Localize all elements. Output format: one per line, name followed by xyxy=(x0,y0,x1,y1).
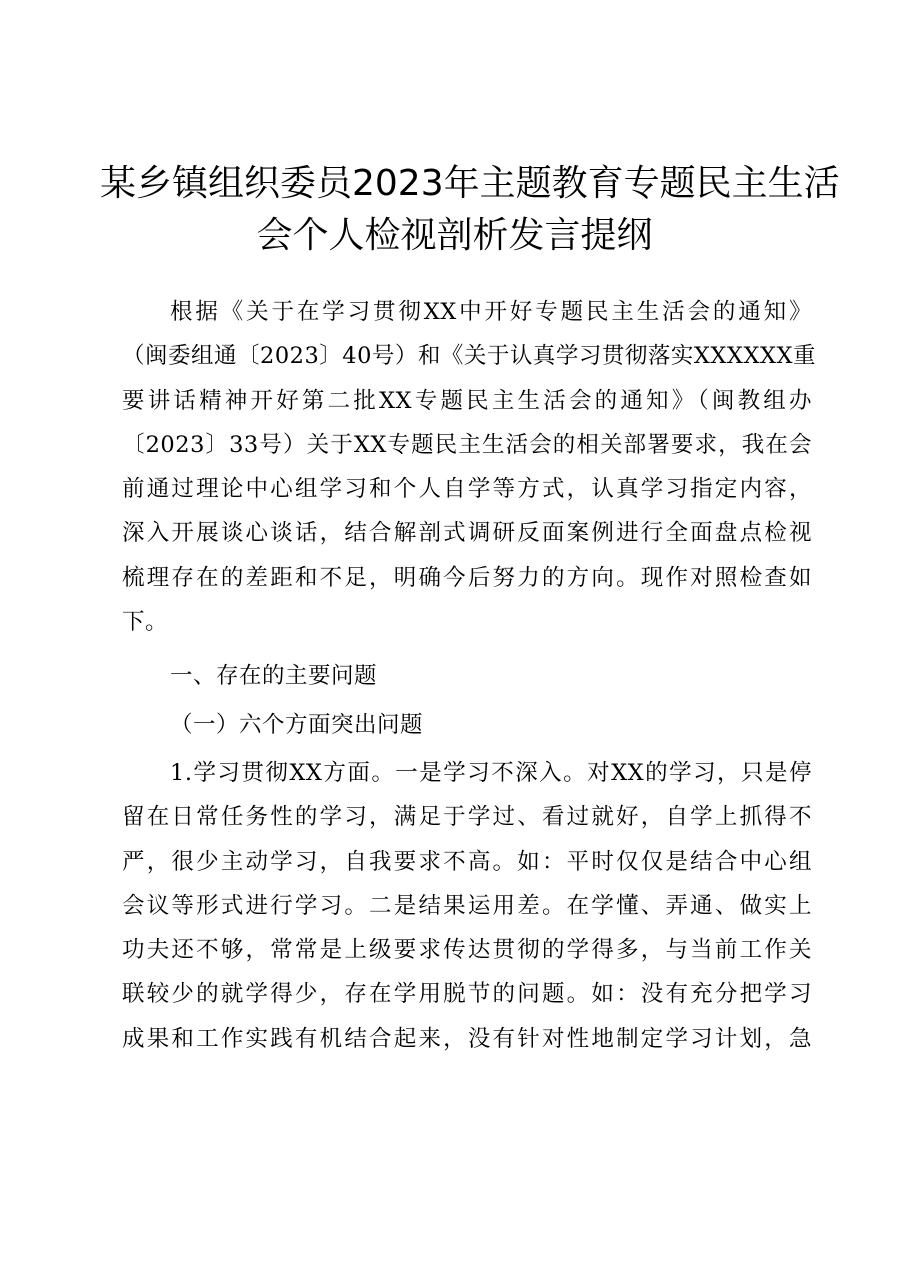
text-line: 要讲话精神开好第二批XX专题民主生活会的通知》（闽教组办 xyxy=(122,387,812,414)
intro-paragraph xyxy=(122,290,817,644)
text-line: 前通过理论中心组学习和个人自学等方式，认真学习指定内容， xyxy=(122,476,812,503)
document-title xyxy=(100,158,840,262)
text-line: 成果和工作实践有机结合起来，没有针对性地制定学习计划，急 xyxy=(122,1025,812,1052)
text-line: 深入开展谈心谈话，结合解剖式调研反面案例进行全面盘点检视 xyxy=(122,520,812,547)
document-body xyxy=(122,290,817,1061)
text-line: 联较少的就学得少，存在学用脱节的问题。如：没有充分把学习 xyxy=(122,981,812,1008)
item-paragraph xyxy=(122,751,812,1061)
text-line: 1.学习贯彻XX方面。一是学习不深入。对XX的学习，只是停 xyxy=(170,759,812,786)
text-line: 严，很少主动学习，自我要求不高。如：平时仅仅是结合中心组 xyxy=(122,848,812,875)
text-line: 下。 xyxy=(122,609,169,636)
subsection-heading: （一）六个方面突出问题 xyxy=(170,711,424,738)
text-line: 功夫还不够，常常是上级要求传达贯彻的学得多，与当前工作关 xyxy=(122,937,812,964)
text-line: 会议等形式进行学习。二是结果运用差。在学懂、弄通、做实上 xyxy=(122,892,812,919)
text-line: 根据《关于在学习贯彻XX中开好专题民主生活会的通知》 xyxy=(170,299,812,325)
title-line-2: 会个人检视剖析发言提纲 xyxy=(256,215,653,256)
title-line-1: 某乡镇组织委员2023年主题教育专题民主生活 xyxy=(100,163,840,204)
text-line: 梳理存在的差距和不足，明确今后努力的方向。现作对照检查如 xyxy=(122,564,812,591)
text-line: （闽委组通〔2023〕40号）和《关于认真学习贯彻落实XXXXXX重 xyxy=(122,343,817,370)
section-heading: 一、存在的主要问题 xyxy=(170,663,378,690)
text-line: 〔2023〕33号）关于XX专题民主生活会的相关部署要求，我在会 xyxy=(122,431,812,458)
text-line: 留在日常任务性的学习，满足于学过、看过就好，自学上抓得不 xyxy=(122,804,812,831)
